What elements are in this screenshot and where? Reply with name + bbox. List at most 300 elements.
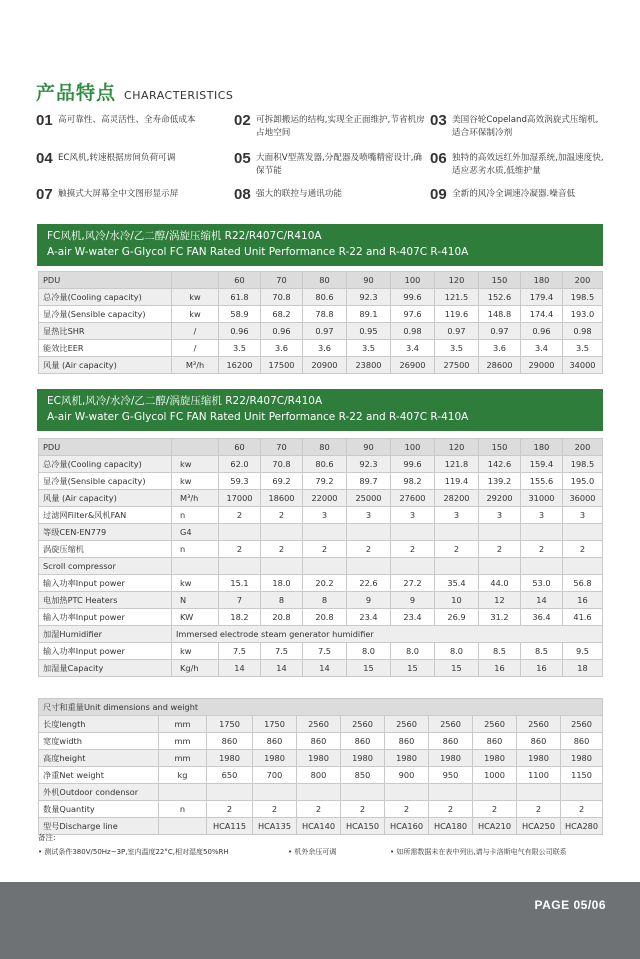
table-cell — [172, 558, 219, 575]
table-row — [39, 733, 603, 750]
table-cell — [261, 524, 303, 541]
table-cell: 34000 — [563, 357, 603, 374]
table-cell: HCA210 — [473, 818, 517, 835]
feature-text: 可拆卸搬运的结构,实现全正面维护,节省机房占地空间 — [256, 115, 425, 138]
table-cell: 700 — [253, 767, 297, 784]
table-cell: 200 — [563, 272, 603, 289]
table-cell: mm — [159, 733, 207, 750]
table-cell: 198.5 — [563, 456, 603, 473]
table-cell — [435, 558, 479, 575]
table-cell: 1980 — [473, 750, 517, 767]
table-cell — [159, 784, 207, 801]
table-cell: 60 — [219, 439, 261, 456]
table-cell: 2560 — [385, 716, 429, 733]
banner-fc-fan — [37, 224, 603, 266]
table-cell: 860 — [385, 733, 429, 750]
table-cell — [429, 784, 473, 801]
table-cell: 2 — [347, 541, 391, 558]
feature-number: 02 — [234, 112, 251, 129]
table-cell: 0.97 — [303, 323, 347, 340]
feature-text: 大面积V型蒸发器,分配器及喷嘴精密设计,确保节能 — [256, 153, 423, 176]
table-cell: 3 — [347, 507, 391, 524]
table-cell: 59.3 — [219, 473, 261, 490]
table-cell: 2 — [391, 541, 435, 558]
table-cell: 148.8 — [479, 306, 521, 323]
table-cell: 0.98 — [391, 323, 435, 340]
table-cell: 41.6 — [563, 609, 603, 626]
table-cell: kw — [172, 289, 219, 306]
feature-text: 高可靠性、高灵活性、全寿命低成本 — [58, 115, 196, 125]
table-cell: 3 — [479, 507, 521, 524]
feature-item — [430, 112, 606, 140]
table-cell: 139.2 — [479, 473, 521, 490]
table-row — [39, 541, 603, 558]
table-cell: 9.5 — [563, 643, 603, 660]
table-cell: 等级CEN-EN779 — [39, 524, 172, 541]
table-cell: kg — [159, 767, 207, 784]
table-cell — [563, 524, 603, 541]
table-cell: 180 — [521, 439, 563, 456]
table-cell: 2 — [561, 801, 603, 818]
header-title-cn: 产品特点 — [36, 82, 117, 104]
table-cell: 0.98 — [563, 323, 603, 340]
table-cell: kw — [172, 473, 219, 490]
table-cell — [435, 524, 479, 541]
table-cell: 78.8 — [303, 306, 347, 323]
table-cell: 2 — [563, 541, 603, 558]
table-cell: 0.96 — [521, 323, 563, 340]
table-cell: 显热比SHR — [39, 323, 172, 340]
table-cell: 2560 — [297, 716, 341, 733]
table-cell: 数量Quantity — [39, 801, 159, 818]
table-cell: 198.5 — [563, 289, 603, 306]
notes — [38, 832, 604, 857]
table-cell: 195.0 — [563, 473, 603, 490]
table-cell: 2 — [261, 541, 303, 558]
feature-number: 05 — [234, 150, 251, 167]
table-cell: Immersed electrode steam generator humidifier — [172, 626, 603, 643]
table-cell — [303, 524, 347, 541]
table-cell: HCA150 — [341, 818, 385, 835]
feature-item — [234, 186, 430, 203]
banner-fc-line2: A-air W-water G-Glycol FC FAN Rated Unit Performance R-22 and R-407C R-410A — [47, 246, 469, 258]
table-cell: 3.5 — [347, 340, 391, 357]
table-row — [39, 456, 603, 473]
table-cell: 15 — [435, 660, 479, 677]
table-cell: 150 — [479, 272, 521, 289]
table-cell: 过滤网Filter&风机FAN — [39, 507, 172, 524]
table-cell: 2 — [435, 541, 479, 558]
table-cell: 涡旋压缩机 — [39, 541, 172, 558]
table-cell: 800 — [297, 767, 341, 784]
table-cell — [172, 439, 219, 456]
table-cell: 2 — [521, 541, 563, 558]
table-cell: 860 — [473, 733, 517, 750]
table-cell: 27600 — [391, 490, 435, 507]
table-cell: 60 — [219, 272, 261, 289]
table-cell: 80 — [303, 439, 347, 456]
table-cell: 2 — [253, 801, 297, 818]
table-cell: 高度height — [39, 750, 159, 767]
table-cell: 2560 — [561, 716, 603, 733]
feature-number: 08 — [234, 186, 251, 203]
table-cell: 53.0 — [521, 575, 563, 592]
table-cell — [219, 558, 261, 575]
table-cell: 68.2 — [261, 306, 303, 323]
table-cell: 2 — [219, 541, 261, 558]
table-cell: 860 — [429, 733, 473, 750]
table-cell: n — [159, 801, 207, 818]
feature-number: 09 — [430, 186, 447, 203]
note-external-pressure: • 机外余压可调 — [288, 848, 337, 856]
table-row — [39, 306, 603, 323]
table-cell: 950 — [429, 767, 473, 784]
feature-number: 03 — [430, 112, 447, 129]
table-row — [39, 490, 603, 507]
table-cell: 1980 — [297, 750, 341, 767]
feature-number: 01 — [36, 112, 53, 129]
table-cell: mm — [159, 716, 207, 733]
table-cell: 2560 — [517, 716, 561, 733]
table-cell — [219, 524, 261, 541]
table-cell: 28600 — [479, 357, 521, 374]
table-cell: 7.5 — [303, 643, 347, 660]
table-cell: 2 — [219, 507, 261, 524]
table-cell: 16200 — [219, 357, 261, 374]
table-cell — [563, 558, 603, 575]
table-cell: HCA135 — [253, 818, 297, 835]
table-cell: 860 — [297, 733, 341, 750]
banner-ec-fan — [37, 389, 603, 431]
table-cell: 3 — [521, 507, 563, 524]
table-cell: 7.5 — [219, 643, 261, 660]
feature-text: 独特的高效远红外加湿系统,加温速度快,适应恶劣水质,低维护量 — [452, 153, 604, 176]
table-cell: 18.0 — [261, 575, 303, 592]
table-cell — [172, 272, 219, 289]
table-cell: 22.6 — [347, 575, 391, 592]
table-cell: 3.4 — [521, 340, 563, 357]
table-cell: 99.6 — [391, 289, 435, 306]
table-cell: 20.8 — [303, 609, 347, 626]
table-cell: 15 — [391, 660, 435, 677]
table-cell: 22000 — [303, 490, 347, 507]
table-cell: 92.3 — [347, 289, 391, 306]
table-cell: 58.9 — [219, 306, 261, 323]
feature-item — [234, 150, 430, 178]
feature-list — [36, 112, 606, 203]
table-cell: PDU — [39, 439, 172, 456]
table-cell: 860 — [207, 733, 253, 750]
table-cell — [391, 558, 435, 575]
table-cell: 142.6 — [479, 456, 521, 473]
table-cell: 100 — [391, 272, 435, 289]
table-cell: 36.4 — [521, 609, 563, 626]
table-cell: 15 — [347, 660, 391, 677]
table-cell: 型号Discharge line — [39, 818, 159, 835]
table-cell: 总冷量(Cooling capacity) — [39, 456, 172, 473]
table-cell: 179.4 — [521, 289, 563, 306]
table-cell: 总冷量(Cooling capacity) — [39, 289, 172, 306]
table-cell: 80.6 — [303, 456, 347, 473]
table-cell — [479, 524, 521, 541]
table-cell — [297, 784, 341, 801]
table-cell: 119.6 — [435, 306, 479, 323]
feature-number: 07 — [36, 186, 53, 203]
table-cell: 3.5 — [563, 340, 603, 357]
table-cell: 17000 — [219, 490, 261, 507]
table-cell: 0.96 — [261, 323, 303, 340]
table-cell: 92.3 — [347, 456, 391, 473]
table-cell: 外机Outdoor condensor — [39, 784, 159, 801]
table-row — [39, 473, 603, 490]
table-cell: HCA115 — [207, 818, 253, 835]
dimensions-table — [38, 698, 603, 835]
table-cell: 加湿Humidifier — [39, 626, 172, 643]
table-cell: 9 — [391, 592, 435, 609]
table-cell: G4 — [172, 524, 219, 541]
notes-title: 备注: — [38, 833, 56, 842]
table-row — [39, 609, 603, 626]
table-cell: 1980 — [385, 750, 429, 767]
table-cell: 7.5 — [261, 643, 303, 660]
table-row — [39, 784, 603, 801]
table-row — [39, 750, 603, 767]
table-cell: 70.8 — [261, 456, 303, 473]
table-cell — [261, 558, 303, 575]
table-cell: 16 — [563, 592, 603, 609]
note-test-conditions: • 测试条件380V/50Hz~3P,室内温度22°C,相对湿度50%RH — [38, 848, 229, 856]
feature-row — [36, 186, 606, 203]
table-cell: 29000 — [521, 357, 563, 374]
table-cell: 89.7 — [347, 473, 391, 490]
table-cell: 8.0 — [391, 643, 435, 660]
feature-item — [36, 186, 234, 203]
table-cell: / — [172, 340, 219, 357]
table-cell: 风量 (Air capacity) — [39, 357, 172, 374]
table-cell: 119.4 — [435, 473, 479, 490]
table-cell: 90 — [347, 272, 391, 289]
table-cell: 18600 — [261, 490, 303, 507]
table-cell: 15.1 — [219, 575, 261, 592]
table-cell: 8.0 — [435, 643, 479, 660]
table-cell: HCA140 — [297, 818, 341, 835]
table-cell: 2 — [297, 801, 341, 818]
table-cell: 8 — [303, 592, 347, 609]
table-cell: 850 — [341, 767, 385, 784]
table-cell: 12 — [479, 592, 521, 609]
table-cell: 7 — [219, 592, 261, 609]
table-cell: 44.0 — [479, 575, 521, 592]
table-row — [39, 524, 603, 541]
table-cell: 风量 (Air capacity) — [39, 490, 172, 507]
table-cell: 14 — [521, 592, 563, 609]
table-cell: 2560 — [429, 716, 473, 733]
table-cell: HCA280 — [561, 818, 603, 835]
table-cell: 62.0 — [219, 456, 261, 473]
table-cell: 3.5 — [435, 340, 479, 357]
table-cell: 89.1 — [347, 306, 391, 323]
feature-text: 触摸式大屏幕全中文图形显示屏 — [58, 189, 179, 199]
table-cell: 加湿量Capacity — [39, 660, 172, 677]
table-cell — [521, 524, 563, 541]
table-cell: 23.4 — [347, 609, 391, 626]
table-cell — [341, 784, 385, 801]
table-cell: 70.8 — [261, 289, 303, 306]
feature-item — [234, 112, 430, 140]
table-cell: 70 — [261, 439, 303, 456]
table-cell: 尺寸和重量Unit dimensions and weight — [39, 699, 603, 716]
table-cell: 36000 — [563, 490, 603, 507]
ec-performance-table — [38, 438, 603, 677]
feature-item — [36, 112, 234, 140]
table-row — [39, 626, 603, 643]
table-cell — [347, 524, 391, 541]
table-cell: 14 — [261, 660, 303, 677]
table-cell: 14 — [303, 660, 347, 677]
table-cell: kw — [172, 643, 219, 660]
table-row — [39, 272, 603, 289]
table-row — [39, 340, 603, 357]
table-cell: M³/h — [172, 490, 219, 507]
table-cell: 1000 — [473, 767, 517, 784]
table-cell: PDU — [39, 272, 172, 289]
note-contact: • 如所需数据未在表中列出,请与卡洛斯电气有限公司联系 — [390, 848, 567, 856]
table-cell: 宽度width — [39, 733, 159, 750]
footer-bar — [0, 882, 640, 959]
table-cell: 650 — [207, 767, 253, 784]
banner-ec-line2: A-air W-water G-Glycol FC FAN Rated Unit Performance R-22 and R-407C R-410A — [47, 411, 469, 423]
table-cell: 25000 — [347, 490, 391, 507]
table-cell: 90 — [347, 439, 391, 456]
table-cell: 35.4 — [435, 575, 479, 592]
table-cell: M³/h — [172, 357, 219, 374]
feature-item — [430, 150, 606, 178]
feature-text: 美国谷轮Copeland高效涡旋式压缩机,适合环保制冷剂 — [452, 115, 599, 138]
table-cell: 2 — [429, 801, 473, 818]
table-cell: 1980 — [341, 750, 385, 767]
table-cell: 98.2 — [391, 473, 435, 490]
table-cell: 27500 — [435, 357, 479, 374]
page-number: PAGE 05/06 — [534, 898, 606, 912]
table-cell — [391, 524, 435, 541]
table-cell: 31.2 — [479, 609, 521, 626]
feature-text: 全新的风冷全调速冷凝器.噪音低 — [452, 189, 576, 199]
table-cell: 152.6 — [479, 289, 521, 306]
table-cell: 长度length — [39, 716, 159, 733]
table-cell: 3 — [303, 507, 347, 524]
table-cell: 0.96 — [219, 323, 261, 340]
fc-performance-table — [38, 271, 603, 374]
table-cell: / — [172, 323, 219, 340]
table-cell: 121.8 — [435, 456, 479, 473]
table-cell: 8 — [261, 592, 303, 609]
table-cell: 70 — [261, 272, 303, 289]
table-row — [39, 575, 603, 592]
table-cell: 20.8 — [261, 609, 303, 626]
table-cell — [347, 558, 391, 575]
table-row — [39, 767, 603, 784]
table-cell: 1980 — [207, 750, 253, 767]
table-cell: 净重Net weight — [39, 767, 159, 784]
table-row — [39, 716, 603, 733]
table-cell — [253, 784, 297, 801]
table-cell: 18 — [563, 660, 603, 677]
table-cell: 26.9 — [435, 609, 479, 626]
table-cell: 99.6 — [391, 456, 435, 473]
table-cell: 20900 — [303, 357, 347, 374]
table-cell: Scroll compressor — [39, 558, 172, 575]
table-cell: 900 — [385, 767, 429, 784]
table-cell: 8.5 — [521, 643, 563, 660]
table-cell: kw — [172, 575, 219, 592]
table-cell: 2 — [207, 801, 253, 818]
table-cell: 2 — [479, 541, 521, 558]
table-cell: 2 — [473, 801, 517, 818]
table-cell: 121.5 — [435, 289, 479, 306]
table-cell: 20.2 — [303, 575, 347, 592]
table-cell: 16 — [521, 660, 563, 677]
table-cell: n — [172, 507, 219, 524]
feature-number: 04 — [36, 150, 53, 167]
table-cell: 31000 — [521, 490, 563, 507]
banner-ec-line1: EC风机,风冷/水冷/乙二醇/涡旋压缩机 R22/R407C/R410A — [47, 395, 323, 407]
table-cell: 174.4 — [521, 306, 563, 323]
table-cell: 100 — [391, 439, 435, 456]
table-cell: 860 — [561, 733, 603, 750]
table-cell: 0.95 — [347, 323, 391, 340]
table-cell: 1980 — [253, 750, 297, 767]
table-cell: 150 — [479, 439, 521, 456]
table-cell: 8.5 — [479, 643, 521, 660]
table-cell: 3.6 — [261, 340, 303, 357]
table-cell: 155.6 — [521, 473, 563, 490]
table-cell: 9 — [347, 592, 391, 609]
table-cell: 80.6 — [303, 289, 347, 306]
table-cell: 1150 — [561, 767, 603, 784]
table-cell: 97.6 — [391, 306, 435, 323]
table-row — [39, 643, 603, 660]
table-cell: 2560 — [473, 716, 517, 733]
table-cell: mm — [159, 750, 207, 767]
table-cell: 14 — [219, 660, 261, 677]
table-cell: 120 — [435, 272, 479, 289]
table-cell: HCA160 — [385, 818, 429, 835]
notes-row — [38, 847, 604, 857]
table-cell: 能效比EER — [39, 340, 172, 357]
table-cell: kw — [172, 456, 219, 473]
table-row — [39, 592, 603, 609]
table-cell — [521, 558, 563, 575]
table-cell: 159.4 — [521, 456, 563, 473]
feature-text: 强大的联控与通讯功能 — [256, 189, 342, 199]
table-cell: 56.8 — [563, 575, 603, 592]
banner-fc-line1: FC风机,风冷/水冷/乙二醇/涡旋压缩机 R22/R407C/R410A — [47, 230, 322, 242]
table-cell: 3 — [391, 507, 435, 524]
table-cell: 16 — [479, 660, 521, 677]
table-cell: 1980 — [517, 750, 561, 767]
section-header — [36, 78, 233, 105]
table-cell: Kg/h — [172, 660, 219, 677]
table-cell: 1750 — [207, 716, 253, 733]
table-cell — [561, 784, 603, 801]
table-cell: 1100 — [517, 767, 561, 784]
table-cell: 3 — [563, 507, 603, 524]
table-cell: 0.97 — [479, 323, 521, 340]
table-cell: 1980 — [561, 750, 603, 767]
table-cell: 输入功率Input power — [39, 643, 172, 660]
table-cell: 3 — [435, 507, 479, 524]
table-row — [39, 660, 603, 677]
